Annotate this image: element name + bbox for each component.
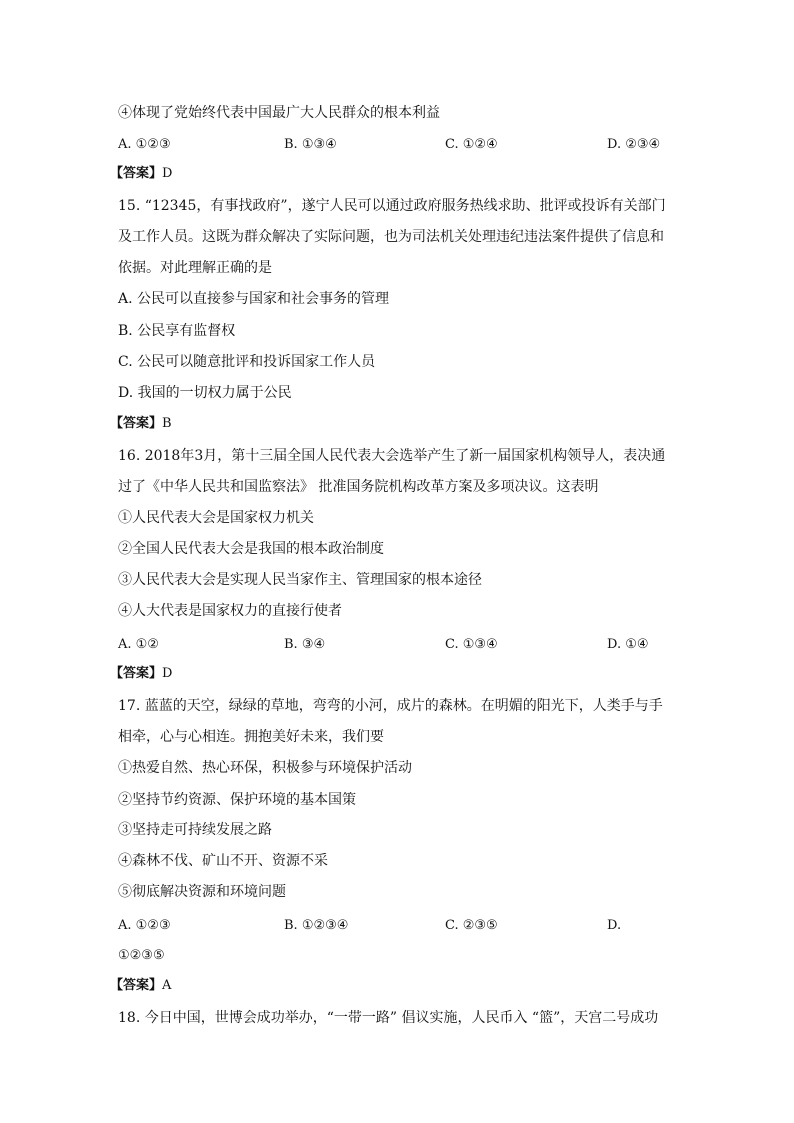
q16-stem-line-1: 16. 2018年3月，第十三届全国人民代表大会选举产生了新一届国家机构领导人，表决通 <box>118 448 666 464</box>
q17-option-c: C. ②③⑤ <box>445 918 498 933</box>
q15-answer <box>110 415 172 433</box>
q17-option-d-text: ①②③⑤ <box>118 948 165 963</box>
q17-option-b: B. ①②③④ <box>284 918 349 933</box>
q16-answer <box>110 665 172 683</box>
q17-item-1: ①热爱自然、热心环保，积极参与环境保护活动 <box>118 760 412 776</box>
answer-label: 【答案】 <box>110 978 163 993</box>
q16-item-3: ③人民代表大会是实现人民当家作主、管理国家的根本途径 <box>118 572 482 588</box>
q15-stem-line-3: 依据。对此理解正确的是 <box>118 260 272 276</box>
q14-option-c: C. ①②④ <box>445 137 498 152</box>
q17-option-a: A. ①②③ <box>118 918 171 933</box>
q17-item-4: ④森林不伐、矿山不开、资源不采 <box>118 853 328 869</box>
q15-option-b: B. 公民享有监督权 <box>118 323 236 339</box>
answer-label: 【答案】 <box>110 666 163 681</box>
q17-item-5: ⑤彻底解决资源和环境问题 <box>118 884 286 900</box>
q14-option-d: D. ②③④ <box>607 137 661 152</box>
q16-option-a: A. ①② <box>118 637 159 652</box>
q16-item-1: ①人民代表大会是国家权力机关 <box>118 510 314 526</box>
q14-answer <box>110 165 172 183</box>
q16-item-2: ②全国人民代表大会是我国的根本政治制度 <box>118 541 384 557</box>
q16-option-c: C. ①③④ <box>445 637 498 652</box>
q14-option-b: B. ①③④ <box>284 137 337 152</box>
q15-stem-line-1: 15. “12345，有事找政府”，遂宁人民可以通过政府服务热线求助、批评或投诉有关部门 <box>118 198 666 214</box>
q14-item-4: ④体现了党始终代表中国最广大人民群众的根本利益 <box>118 105 440 121</box>
answer-label: 【答案】 <box>110 416 163 431</box>
q16-stem-line-2: 过了《中华人民共和国监察法》 批准国务院机构改革方案及多项决议。这表明 <box>118 479 599 495</box>
q17-item-3: ③坚持走可持续发展之路 <box>118 822 272 838</box>
answer-value: A <box>162 978 172 993</box>
answer-value: D <box>162 666 173 681</box>
answer-value: B <box>162 416 172 431</box>
q14-option-a: A. ①②③ <box>118 137 171 152</box>
q17-option-d: D. <box>607 918 622 933</box>
answer-value: D <box>162 166 173 181</box>
answer-label: 【答案】 <box>110 166 163 181</box>
q17-stem-line-2: 相牵，心与心相连。拥抱美好未来，我们要 <box>118 729 384 745</box>
q15-option-d: D. 我国的一切权力属于公民 <box>118 385 292 401</box>
q15-option-a: A. 公民可以直接参与国家和社会事务的管理 <box>118 291 390 307</box>
q16-option-b: B. ③④ <box>284 637 326 652</box>
q15-option-c: C. 公民可以随意批评和投诉国家工作人员 <box>118 354 376 370</box>
q17-item-2: ②坚持节约资源、保护环境的基本国策 <box>118 792 356 808</box>
q17-answer <box>110 977 171 995</box>
q15-stem-line-2: 及工作人员。这既为群众解决了实际问题，也为司法机关处理违纪违法案件提供了信息和 <box>118 229 664 245</box>
q16-option-d: D. ①④ <box>607 637 649 652</box>
q18-stem-line-1: 18. 今日中国，世博会成功举办，“一带一路” 倡议实施，人民币入 “篮”，天宫二号成功 <box>118 1010 659 1026</box>
q17-stem-line-1: 17. 蓝蓝的天空，绿绿的草地，弯弯的小河，成片的森林。在明媚的阳光下，人类手与手 <box>118 698 663 714</box>
q16-item-4: ④人大代表是国家权力的直接行使者 <box>118 603 342 619</box>
